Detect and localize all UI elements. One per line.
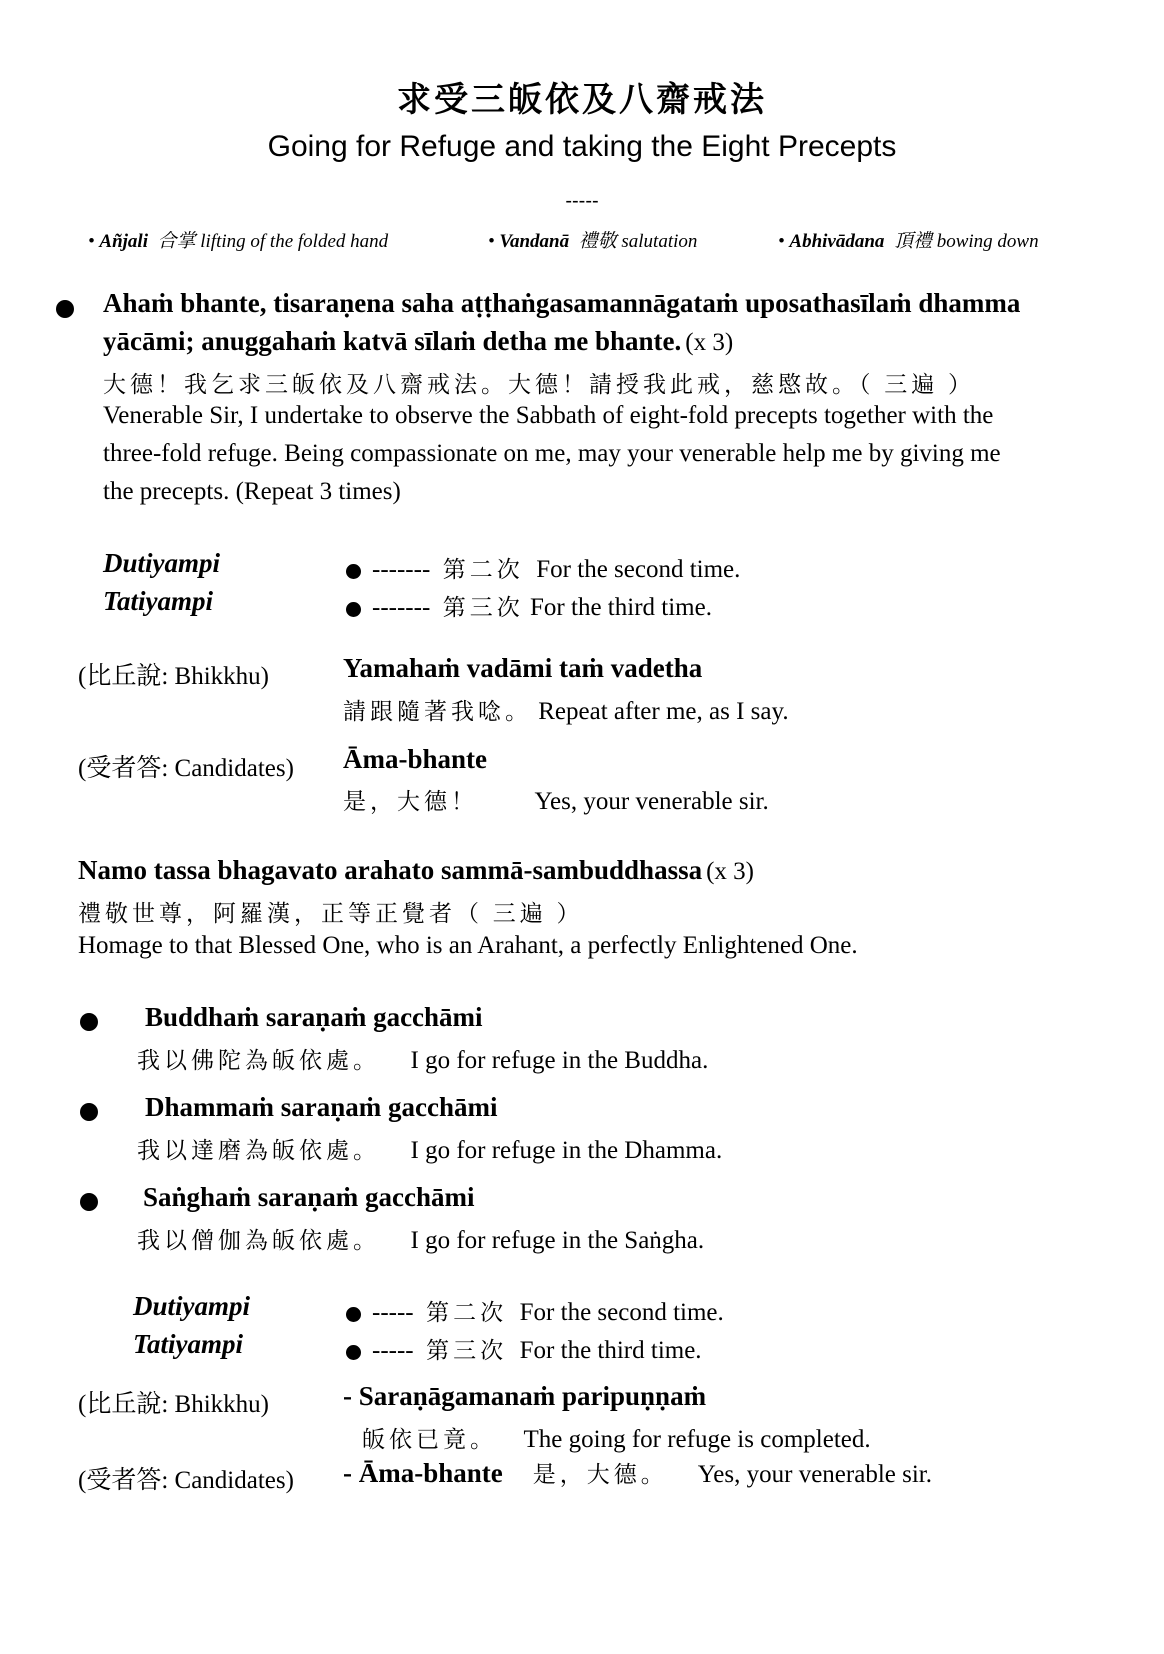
- page-title-english: Going for Refuge and taking the Eight Precepts: [267, 130, 897, 163]
- refuge-buddha-en: I go for refuge in the Buddha.: [410, 1047, 709, 1074]
- bullet-icon: [80, 1013, 98, 1031]
- gesture-vandana: • Vandanā 禮敬 salutation: [488, 231, 698, 252]
- dutiyampi-label: Dutiyampi: [103, 548, 221, 578]
- bhikkhu-zh: 皈依已竟。: [362, 1427, 497, 1452]
- bullet-icon: [346, 1345, 361, 1360]
- candidate-label: (受者答: Candidates): [78, 1467, 294, 1494]
- bhikkhu-translation-row: [343, 693, 789, 726]
- refuge-buddha-translation: [137, 1042, 708, 1075]
- request-repeat-count: (x 3): [685, 329, 734, 356]
- third-time-en: For the third time.: [519, 1337, 702, 1364]
- request-chinese: 大德！我乞求三皈依及八齋戒法。大德！請授我此戒，慈愍故。（ 三遍 ）: [103, 372, 975, 397]
- candidate-row: [343, 1456, 932, 1489]
- request-english-line1: Venerable Sir, I undertake to observe the Sabbath of eight-fold precepts together with the: [103, 402, 994, 429]
- gesture-en: salutation: [621, 231, 698, 252]
- refuge-sangha-en: I go for refuge in the Saṅgha.: [410, 1227, 705, 1254]
- candidate-en: Yes, your venerable sir.: [697, 1461, 932, 1488]
- gesture-zh: 禮敬: [578, 231, 617, 252]
- request-english-line2: three-fold refuge. Being compassionate on me, may your venerable help me by giving me: [103, 440, 1001, 467]
- tatiyampi-label: Tatiyampi: [103, 586, 214, 616]
- homage-pali: Namo tassa bhagavato arahato sammā-sambuddhassa: [78, 855, 703, 885]
- repeat-dash: -----: [372, 1299, 414, 1326]
- gesture-term: Vandanā: [499, 231, 570, 252]
- candidate-pali: Āma-bhante: [343, 744, 488, 774]
- gesture-zh: 合掌: [157, 231, 196, 252]
- third-time-zh: 第三次: [426, 1338, 508, 1363]
- bhikkhu-translation-row: [362, 1421, 871, 1454]
- second-time-row: [372, 551, 740, 584]
- refuge-sangha-pali: Saṅghaṁ saraṇaṁ gacchāmi: [143, 1182, 475, 1212]
- request-pali-line1: Ahaṁ bhante, tisaraṇena saha aṭṭhaṅgasamannāgataṁ uposathasīlaṁ dhamma: [103, 288, 1021, 318]
- bullet-icon: [56, 300, 74, 318]
- bhikkhu-en: The going for refuge is completed.: [523, 1426, 871, 1453]
- bhikkhu-label: (比丘說: Bhikkhu): [78, 663, 269, 690]
- gesture-term: Añjali: [99, 231, 148, 252]
- refuge-sangha-zh: 我以僧伽為皈依處。: [137, 1228, 380, 1253]
- gesture-en: lifting of the folded hand: [200, 231, 389, 252]
- refuge-buddha-pali: Buddhaṁ saraṇaṁ gacchāmi: [145, 1002, 483, 1032]
- request-english-line3: the precepts. (Repeat 3 times): [103, 478, 401, 505]
- second-time-en: For the second time.: [536, 556, 741, 583]
- refuge-dhamma-pali: Dhammaṁ saraṇaṁ gacchāmi: [145, 1092, 498, 1122]
- bullet-icon: [346, 602, 361, 617]
- gesture-term: Abhivādana: [789, 231, 885, 252]
- bullet-icon: [80, 1193, 98, 1211]
- page-title-chinese: 求受三皈依及八齋戒法: [397, 82, 767, 119]
- repeat-dash: -------: [372, 556, 431, 583]
- repeat-dash: -----: [372, 1337, 414, 1364]
- bhikkhu-pali: Yamahaṁ vadāmi taṁ vadetha: [343, 653, 703, 683]
- repeat-dash: -------: [372, 594, 431, 621]
- request-pali-line2-row: [103, 326, 733, 357]
- second-time-zh: 第二次: [426, 1300, 508, 1325]
- second-time-en: For the second time.: [519, 1299, 724, 1326]
- bhikkhu-label: (比丘說: Bhikkhu): [78, 1391, 269, 1418]
- candidate-zh: 是，大德！: [343, 789, 478, 814]
- tatiyampi-label: Tatiyampi: [133, 1329, 244, 1359]
- bullet-icon: [346, 1307, 361, 1322]
- refuge-dhamma-zh: 我以達磨為皈依處。: [137, 1138, 380, 1163]
- candidate-translation-row: [343, 783, 769, 816]
- homage-repeat-count: (x 3): [706, 858, 754, 885]
- second-time-row: [372, 1294, 724, 1327]
- request-pali-line2: yācāmi; anuggahaṁ katvā sīlaṁ detha me bhante.: [103, 326, 682, 356]
- bhikkhu-en: Repeat after me, as I say.: [538, 698, 789, 725]
- bhikkhu-pali: - Saraṇāgamanaṁ paripuṇṇaṁ: [343, 1381, 707, 1411]
- homage-chinese: 禮敬世尊，阿羅漢，正等正覺者（ 三遍 ）: [78, 901, 584, 926]
- bullet-icon: [346, 564, 361, 579]
- third-time-en: For the third time.: [530, 594, 712, 621]
- third-time-row: [372, 589, 712, 622]
- bullet-icon: [80, 1103, 98, 1121]
- homage-pali-row: [78, 855, 754, 886]
- dutiyampi-label: Dutiyampi: [133, 1291, 251, 1321]
- gesture-zh: 頂禮: [893, 231, 932, 252]
- candidate-pali: - Āma-bhante: [343, 1458, 503, 1488]
- third-time-zh: 第三次: [442, 595, 524, 620]
- candidate-label: (受者答: Candidates): [78, 755, 294, 782]
- candidate-zh: 是，大德。: [532, 1462, 668, 1487]
- third-time-row: [372, 1332, 702, 1365]
- gesture-anjali: • Añjali 合掌 lifting of the folded hand: [88, 231, 389, 252]
- candidate-en: Yes, your venerable sir.: [534, 788, 769, 815]
- refuge-dhamma-translation: [137, 1132, 722, 1165]
- second-time-zh: 第二次: [442, 557, 524, 582]
- gesture-abhivadana: • Abhivādana 頂禮 bowing down: [778, 231, 1039, 252]
- title-divider: -----: [565, 190, 599, 212]
- refuge-buddha-zh: 我以佛陀為皈依處。: [137, 1048, 380, 1073]
- refuge-dhamma-en: I go for refuge in the Dhamma.: [410, 1137, 723, 1164]
- gesture-en: bowing down: [936, 231, 1039, 252]
- homage-english: Homage to that Blessed One, who is an Arahant, a perfectly Enlightened One.: [78, 932, 858, 959]
- bhikkhu-zh: 請跟隨著我唸。: [343, 699, 532, 724]
- refuge-sangha-translation: [137, 1222, 704, 1255]
